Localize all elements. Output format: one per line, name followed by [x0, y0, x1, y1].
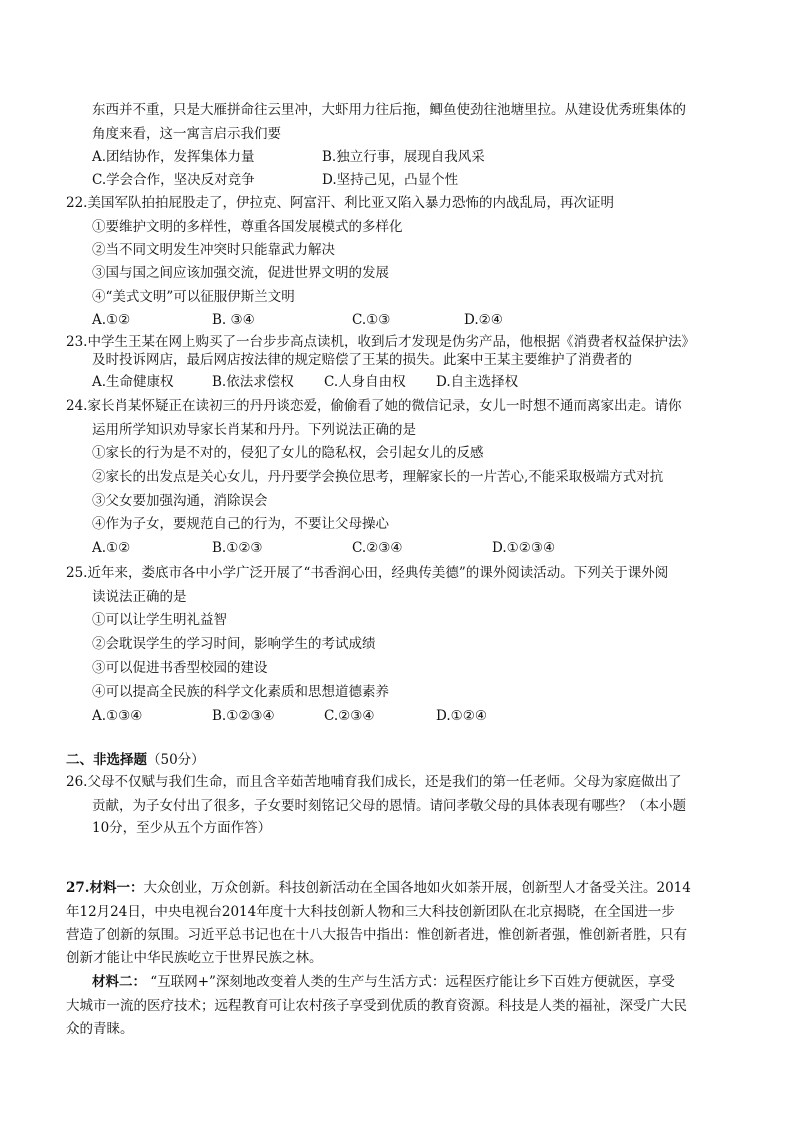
section-2-title: 二、非选择题 — [66, 752, 147, 768]
q22-item-1: ①要维护文明的多样性，尊重各国发展模式的多样化 — [92, 219, 403, 235]
q25-item-2: ②会耽误学生的学习时间，影响学生的考试成绩 — [92, 636, 376, 652]
q25-item-3: ③可以促进书香型校园的建设 — [92, 660, 268, 676]
q22-option-b: B. ③④ — [212, 312, 255, 328]
q27-material-1-text-1: 大众创业，万众创新。科技创新活动在全国各地如火如荼开展，创新型人才备受关注。2014 — [143, 880, 691, 896]
q23-option-b: B.依法求偿权 — [212, 374, 294, 390]
q26-line-3: 10分，至少从五个方面作答） — [92, 820, 272, 836]
q24-item-4: ④作为子女，要规范自己的行为，不要让父母操心 — [92, 516, 389, 532]
q27-material-2-line-2: 大城市一流的医疗技术；远程教育可让农村孩子享受到优质的教育资源。科技是人类的福祉，深受广大民 — [66, 998, 687, 1014]
q24-option-d: D.①②③④ — [492, 540, 556, 556]
q22-option-c: C.①③ — [352, 312, 391, 328]
q22-option-d: D.②④ — [464, 312, 503, 328]
q25-option-c: C.②③④ — [324, 708, 375, 724]
q22-item-3: ③国与国之间应该加强交流，促进世界文明的发展 — [92, 265, 389, 281]
q27-material-1-line-4: 创新才能让中华民族屹立于世界民族之林。 — [66, 950, 323, 966]
q24-option-c: C.②③④ — [352, 540, 403, 556]
q26-line-2: 贡献，为子女付出了很多，子女要时刻铭记父母的恩情。请问孝敬父母的具体表现有哪些？（本小题 — [92, 798, 686, 814]
q25-item-4: ④可以提高全民族的科学文化素质和思想道德素养 — [92, 684, 389, 700]
q21-option-d: D.坚持己见，凸显个性 — [322, 172, 459, 188]
q22-option-a: A.①② — [92, 312, 131, 328]
q24-item-2: ②家长的出发点是关心女儿，丹丹要学会换位思考，理解家长的一片苦心,不能采取极端方式对抗 — [92, 469, 664, 485]
q21-option-a: A.团结协作，发挥集体力量 — [92, 149, 255, 165]
q27-material-1-line-1 — [66, 878, 691, 898]
q27-material-2-label: 材料二： — [92, 974, 146, 990]
q22-stem: 22.美国军队拍拍屁股走了，伊拉克、阿富汗、利比亚又陷入暴力恐怖的内战乱局，再次证明 — [66, 195, 614, 211]
q22-item-2: ②当不同文明发生冲突时只能靠武力解决 — [92, 242, 335, 258]
q22-item-4: ④“美式文明”可以征服伊斯兰文明 — [92, 289, 295, 305]
q27-material-2-line-1 — [92, 972, 675, 992]
q25-line-2: 读说法正确的是 — [92, 589, 187, 605]
q25-option-b: B.①②③④ — [212, 708, 275, 724]
q24-line-1: 24.家长肖某怀疑正在读初三的丹丹谈恋爱，偷偷看了她的微信记录，女儿一时想不通而离家出走。请你 — [66, 398, 682, 414]
q23-option-a: A.生命健康权 — [92, 374, 174, 390]
q25-option-a: A.①③④ — [92, 708, 143, 724]
q24-item-3: ③父女要加强沟通，消除误会 — [92, 493, 268, 509]
q24-line-2: 运用所学知识劝导家长肖某和丹丹。下列说法正确的是 — [92, 422, 416, 438]
q23-option-c: C.人身自由权 — [324, 374, 406, 390]
q27-material-1-label: 27.材料一： — [66, 880, 144, 896]
q27-material-1-line-2: 年12月24日，中央电视台2014年度十大科技创新人物和三大科技创新团队在北京揭晓，在全国进一步 — [66, 904, 675, 920]
q27-material-2-text-1: “互联网+”深刻地改变着人类的生产与生活方式：远程医疗能让乡下百姓方便就医，享受 — [146, 974, 675, 990]
q25-item-1: ①可以让学生明礼益智 — [92, 612, 227, 628]
q25-option-d: D.①②④ — [436, 708, 487, 724]
q24-item-1: ①家长的行为是不对的，侵犯了女儿的隐私权，会引起女儿的反感 — [92, 445, 484, 461]
q24-option-b: B.①②③ — [212, 540, 263, 556]
q27-material-1-line-3: 营造了创新的氛围。习近平总书记也在十八大报告中指出：惟创新者进，惟创新者强，惟创新者胜，只有 — [66, 927, 687, 943]
section-2-score: （50分） — [147, 752, 205, 768]
q24-option-a: A.①② — [92, 540, 131, 556]
q21-line-1: 东西并不重，只是大雁拼命往云里冲，大虾用力往后拖，鲫鱼使劲往池塘里拉。从建设优秀班集体的 — [92, 102, 686, 118]
q26-line-1: 26.父母不仅赋与我们生命，而且含辛茹苦地哺育我们成长，还是我们的第一任老师。父母为家庭做出了 — [66, 774, 682, 790]
q21-line-2: 角度来看，这一寓言启示我们要 — [92, 126, 281, 142]
q23-line-1: 23.中学生王某在网上购买了一台步步高点读机，收到后才发现是伪劣产品，他根据《消费者权益保护法》 — [66, 334, 695, 350]
q27-material-2-line-3: 众的青睐。 — [66, 1021, 134, 1037]
q23-line-2: 及时投诉网店，最后网店按法律的规定赔偿了王某的损失。此案中王某主要维护了消费者的 — [92, 352, 632, 368]
q21-option-c: C.学会合作，坚决反对竞争 — [92, 172, 255, 188]
q25-line-1: 25.近年来，娄底市各中小学广泛开展了“书香润心田，经典传美德”的课外阅读活动。下列关于课外阅 — [66, 565, 669, 581]
q23-option-d: D.自主选择权 — [436, 374, 519, 390]
q21-option-b: B.独立行事，展现自我风采 — [322, 149, 485, 165]
section-2-heading — [66, 750, 205, 770]
